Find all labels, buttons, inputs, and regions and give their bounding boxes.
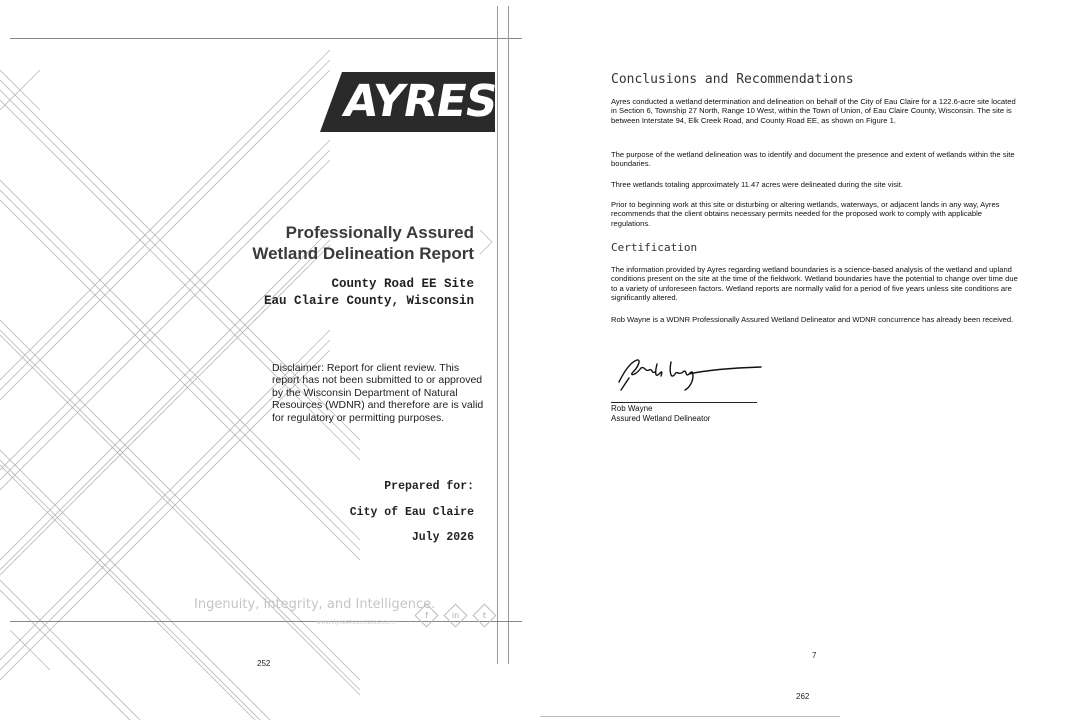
signature-line	[611, 402, 757, 403]
certification-heading: Certification	[611, 241, 698, 254]
right-edge-rule-2	[508, 6, 509, 664]
pattern-line	[0, 150, 330, 480]
top-rule	[10, 38, 522, 39]
conclusions-paragraph-4: Prior to beginning work at this site or disturbing or altering wetlands, waterways, or adjacent lands in any way, Ayres recommends that the client obtains necessary permits needed for the proposed work to comply with applicable regulations.	[611, 200, 1000, 228]
linkedin-icon: in	[443, 603, 467, 627]
cover-page-number: 252	[257, 659, 271, 668]
conclusions-paragraph-2: The purpose of the wetland delineation was to identify and document the presence and extent of wetlands within the site boundaries.	[611, 150, 1015, 169]
company-tagline: Ingenuity, Integrity, and Intelligence.	[194, 597, 436, 612]
prepared-for-label: Prepared for:	[384, 480, 474, 493]
report-title	[200, 222, 474, 264]
document-page-number: 262	[796, 692, 810, 701]
report-date: July 2026	[411, 531, 474, 544]
ayres-logo: AYRES	[339, 76, 501, 127]
conclusions-paragraph-3: Three wetlands totaling approximately 11.47 acres were delineated during the site visit.	[611, 180, 903, 189]
content-page	[540, 0, 1080, 720]
company-website: www.AyresAssociates.com	[316, 619, 396, 626]
conclusions-heading: Conclusions and Recommendations	[611, 72, 854, 87]
bottom-rule	[540, 716, 840, 717]
pattern-line	[0, 460, 360, 720]
client-name: City of Eau Claire	[349, 506, 474, 519]
site-name-block	[200, 276, 474, 310]
site-name: County Road EE Site	[331, 277, 474, 291]
pattern-line	[0, 465, 360, 720]
certification-paragraph-1: The information provided by Ayres regarding wetland boundaries is a science-based analysis of the wetland and upland conditions present on the site at the time of the fieldwork. Wetland boundaries have the potential to change over time due to a variety of unforeseen factors. Wetland reports are normally valid for a period of five years unless site conditions are significantly altered.	[611, 265, 1018, 303]
signer-title: Assured Wetland Delineator	[611, 414, 711, 423]
pattern-line	[480, 242, 492, 254]
report-title-line-2: Wetland Delineation Report	[252, 244, 474, 263]
disclaimer-text: Disclaimer: Report for client review. This report has not been submitted to or approved by the Wisconsin Department of Natural Resources (WDNR) and therefore are is valid for regulatory or permitting purposes.	[272, 362, 484, 424]
conclusions-paragraph-1: Ayres conducted a wetland determination and delineation on behalf of the City of Eau Claire for a 122.6-acre site located in Section 6, Township 27 North, Range 10 West, within the Town of Union, of Eau Claire County, Wisconsin. The site is between Interstate 94, Elk Creek Road, and County Road EE, as shown on Figure 1.	[611, 97, 1016, 125]
pattern-line	[0, 50, 330, 380]
signer-name: Rob Wayne	[611, 404, 653, 413]
facebook-icon: f	[414, 603, 438, 627]
footer-rule	[10, 621, 522, 622]
handwritten-signature	[611, 350, 771, 400]
pattern-line	[480, 230, 492, 242]
site-location: Eau Claire County, Wisconsin	[263, 294, 474, 308]
content-page-number: 7	[812, 651, 817, 660]
certification-paragraph-2: Rob Wayne is a WDNR Professionally Assured Wetland Delineator and WDNR concurrence has already been received.	[611, 315, 1014, 324]
report-title-line-1: Professionally Assured	[285, 223, 474, 242]
pattern-line	[0, 160, 330, 490]
twitter-icon: t	[472, 603, 496, 627]
